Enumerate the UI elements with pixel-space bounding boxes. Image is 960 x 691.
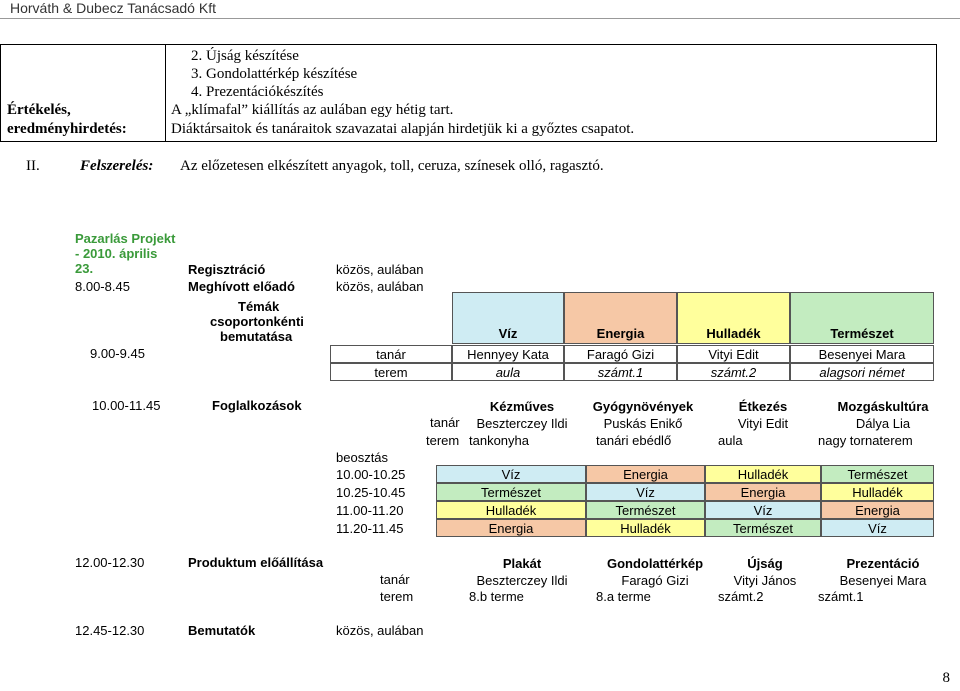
presentations-place: közös, aulában: [336, 623, 424, 638]
topics-room: aula: [452, 363, 564, 381]
workshops-room-label: terem: [426, 433, 460, 448]
product-room: 8.b terme: [469, 589, 524, 604]
evaluation-label-2: eredményhirdetés:: [7, 121, 127, 137]
product-teacher: Beszterczey Ildi: [476, 572, 568, 588]
assignment-cell: Hulladék: [821, 483, 934, 501]
product-header: Újság: [747, 555, 783, 571]
guest-place: közös, aulában: [336, 279, 424, 294]
topics-teacher: Besenyei Mara: [790, 345, 934, 363]
topics-time: 9.00-9.45: [90, 346, 145, 361]
project-title-line: Pazarlás Projekt: [75, 231, 176, 246]
evaluation-line-1: A „klímafal” kiállítás az aulában egy hétig tart.: [171, 102, 454, 118]
topics-room: alagsori német: [790, 363, 934, 381]
assignment-time: 11.20-11.45: [336, 520, 404, 536]
assignment-cell: Energia: [586, 465, 705, 483]
topic-header-hulladek: Hulladék: [677, 292, 790, 344]
assignment-time: 10.00-10.25: [336, 466, 406, 482]
assignment-cell: Természet: [705, 519, 821, 537]
topic-header-termeszet: Természet: [790, 292, 934, 344]
assignment-cell: Hulladék: [586, 519, 705, 537]
assignment-label: beosztás: [336, 450, 389, 465]
project-title-line: 23.: [75, 261, 94, 276]
topics-teacher: Hennyey Kata: [452, 345, 564, 363]
topics-teacher: Faragó Gizi: [564, 345, 677, 363]
workshop-teacher: Dálya Lia: [855, 415, 911, 431]
assignment-cell: Hulladék: [705, 465, 821, 483]
assignment-cell: Víz: [436, 465, 586, 483]
topics-teacher-label: tanár: [330, 345, 452, 363]
workshop-header: Kézműves: [489, 398, 555, 414]
workshop-teacher: Vityi Edit: [737, 415, 789, 431]
assignment-cell: Hulladék: [436, 501, 586, 519]
product-header: Gondolattérkép: [606, 555, 704, 571]
product-teacher: Vityi János: [733, 572, 797, 588]
products-title: Produktum előállítása: [188, 555, 324, 570]
evaluation-label-1: Értékelés,: [7, 102, 71, 118]
assignment-time: 11.00-11.20: [336, 502, 404, 518]
workshop-teacher: Beszterczey Ildi: [476, 415, 568, 431]
project-title-line: - 2010. április: [75, 246, 158, 261]
product-room: számt.1: [818, 589, 864, 604]
assignment-cell: Természet: [821, 465, 934, 483]
assignment-cell: Víz: [705, 501, 821, 519]
guest-title: Meghívott előadó: [188, 279, 295, 294]
workshop-room: nagy tornaterem: [818, 433, 913, 448]
workshop-room: aula: [718, 433, 743, 448]
topic-header-viz: Víz: [452, 292, 564, 344]
guest-time: 8.00-8.45: [75, 279, 130, 294]
registration-place: közös, aulában: [336, 262, 424, 277]
presentations-title: Bemutatók: [188, 623, 256, 638]
topics-title-line: csoportonkénti: [210, 314, 304, 329]
product-teacher: Faragó Gizi: [621, 572, 689, 588]
page-number: 8: [942, 670, 950, 686]
registration-title: Regisztráció: [188, 262, 266, 277]
evaluation-list-item: 2. Újság készítése: [191, 48, 299, 64]
product-header: Prezentáció: [846, 555, 920, 571]
assignment-cell: Természet: [586, 501, 705, 519]
assignment-cell: Energia: [436, 519, 586, 537]
evaluation-line-2: Diáktársaitok és tanáraitok szavazatai alapján hirdetjük ki a győztes csapatot.: [171, 121, 635, 137]
workshops-title: Foglalkozások: [212, 398, 302, 413]
workshops-teacher-label: tanár: [430, 415, 460, 430]
topics-title-line: bemutatása: [220, 329, 293, 344]
workshop-header: Étkezés: [738, 398, 788, 414]
company-header: Horváth & Dubecz Tanácsadó Kft: [10, 0, 216, 16]
topics-teacher: Vityi Edit: [677, 345, 790, 363]
products-time: 12.00-12.30: [75, 555, 145, 570]
equipment-label: Felszerelés:: [80, 158, 154, 174]
table-divider: [165, 45, 166, 141]
evaluation-list-item: 4. Prezentációkészítés: [191, 84, 324, 100]
section-numeral: II.: [26, 158, 40, 174]
product-room: számt.2: [718, 589, 764, 604]
assignment-cell: Energia: [705, 483, 821, 501]
product-room: 8.a terme: [596, 589, 651, 604]
evaluation-list-item: 3. Gondolattérkép készítése: [191, 66, 358, 82]
workshop-teacher: Puskás Enikő: [603, 415, 683, 431]
topics-room: számt.2: [677, 363, 790, 381]
assignment-cell: Víz: [586, 483, 705, 501]
evaluation-table: [0, 44, 937, 142]
assignment-cell: Energia: [821, 501, 934, 519]
assignment-cell: Víz: [821, 519, 934, 537]
topics-room-label: terem: [330, 363, 452, 381]
workshops-time: 10.00-11.45: [92, 398, 161, 413]
assignment-cell: Természet: [436, 483, 586, 501]
product-teacher: Besenyei Mara: [839, 572, 927, 588]
workshop-header: Mozgáskultúra: [837, 398, 929, 414]
topics-room: számt.1: [564, 363, 677, 381]
product-header: Plakát: [502, 555, 542, 571]
topic-header-energia: Energia: [564, 292, 677, 344]
equipment-text: Az előzetesen elkészített anyagok, toll, ceruza, színesek olló, ragasztó.: [180, 158, 604, 174]
header-divider: [0, 18, 960, 19]
workshop-header: Gyógynövények: [592, 398, 694, 414]
workshop-room: tanári ebédlő: [596, 433, 672, 448]
products-teacher-label: tanár: [380, 572, 410, 587]
presentations-time: 12.45-12.30: [75, 623, 145, 638]
assignment-time: 10.25-10.45: [336, 484, 406, 500]
workshop-room: tankonyha: [469, 433, 529, 448]
products-room-label: terem: [380, 589, 414, 604]
topics-title-line: Témák: [238, 299, 280, 314]
